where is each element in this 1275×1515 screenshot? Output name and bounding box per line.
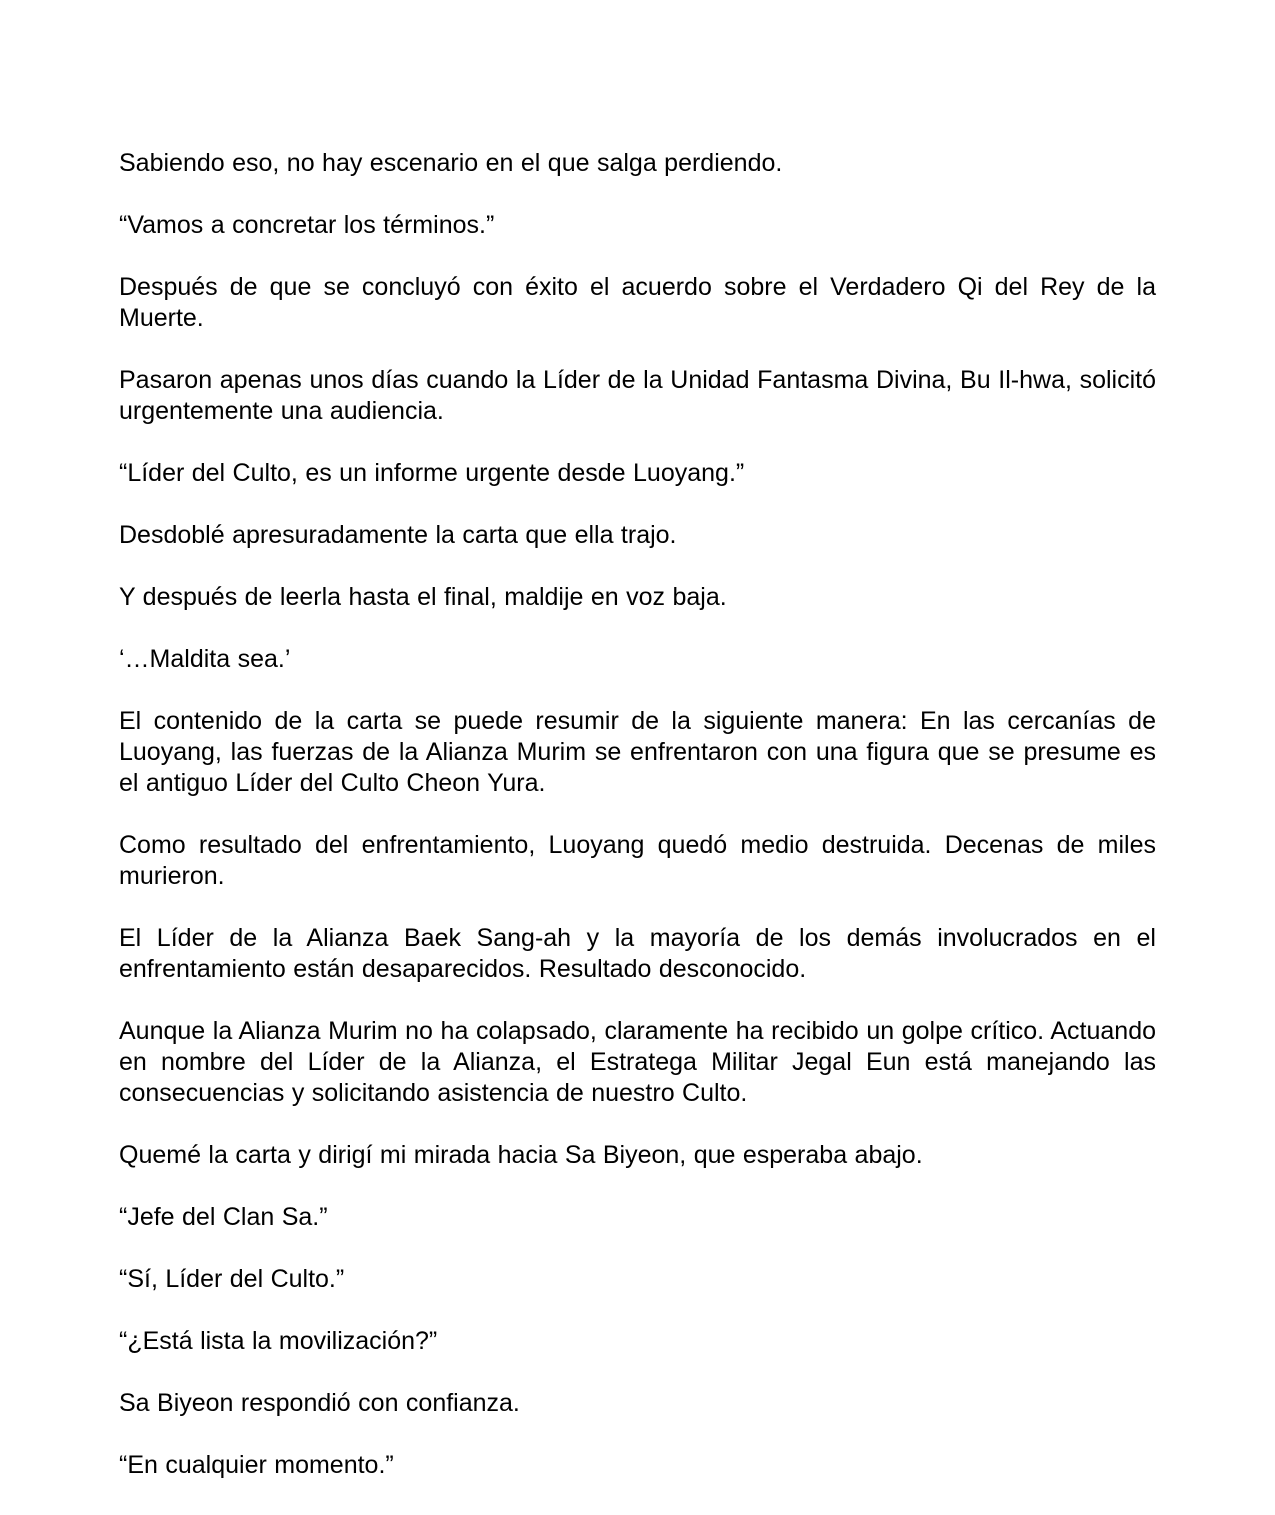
paragraph-16: “¿Está lista la movilización?” [119, 1327, 438, 1355]
paragraph-3: Después de que se concluyó con éxito el acuerdo sobre el Verdadero Qi del Rey de la Muerte. [119, 273, 1156, 332]
paragraph-15: “Sí, Líder del Culto.” [119, 1265, 345, 1293]
paragraph-18: “En cualquier momento.” [119, 1451, 394, 1479]
paragraph-1: Sabiendo eso, no hay escenario en el que salga perdiendo. [119, 149, 783, 177]
paragraph-9: El contenido de la carta se puede resumir de la siguiente manera: En las cercanías de Luoyang, las fuerzas de la Alianza Murim se enfrentaron con una figura que se presume es el antiguo Líder del Culto Cheon Yura. [119, 707, 1156, 797]
paragraph-12: Aunque la Alianza Murim no ha colapsado, claramente ha recibido un golpe crítico. Actuando en nombre del Líder de la Alianza, el Estratega Militar Jegal Eun está manejando las consecuencias y solicitando asistencia de nuestro Culto. [119, 1017, 1156, 1107]
paragraph-10: Como resultado del enfrentamiento, Luoyang quedó medio destruida. Decenas de miles murieron. [119, 831, 1156, 890]
paragraph-11: El Líder de la Alianza Baek Sang-ah y la mayoría de los demás involucrados en el enfrentamiento están desaparecidos. Resultado desconocido. [119, 924, 1156, 983]
paragraph-2: “Vamos a concretar los términos.” [119, 211, 495, 239]
paragraph-14: “Jefe del Clan Sa.” [119, 1203, 328, 1231]
paragraph-13: Quemé la carta y dirigí mi mirada hacia Sa Biyeon, que esperaba abajo. [119, 1141, 923, 1169]
document-body [119, 148, 1156, 1481]
paragraph-5: “Líder del Culto, es un informe urgente desde Luoyang.” [119, 459, 745, 487]
paragraph-7: Y después de leerla hasta el final, maldije en voz baja. [119, 583, 727, 611]
paragraph-4: Pasaron apenas unos días cuando la Líder de la Unidad Fantasma Divina, Bu Il-hwa, solicitó urgentemente una audiencia. [119, 366, 1156, 425]
paragraph-6: Desdoblé apresuradamente la carta que ella trajo. [119, 521, 677, 549]
paragraph-8: ‘…Maldita sea.’ [119, 645, 291, 673]
paragraph-17: Sa Biyeon respondió con confianza. [119, 1389, 520, 1417]
